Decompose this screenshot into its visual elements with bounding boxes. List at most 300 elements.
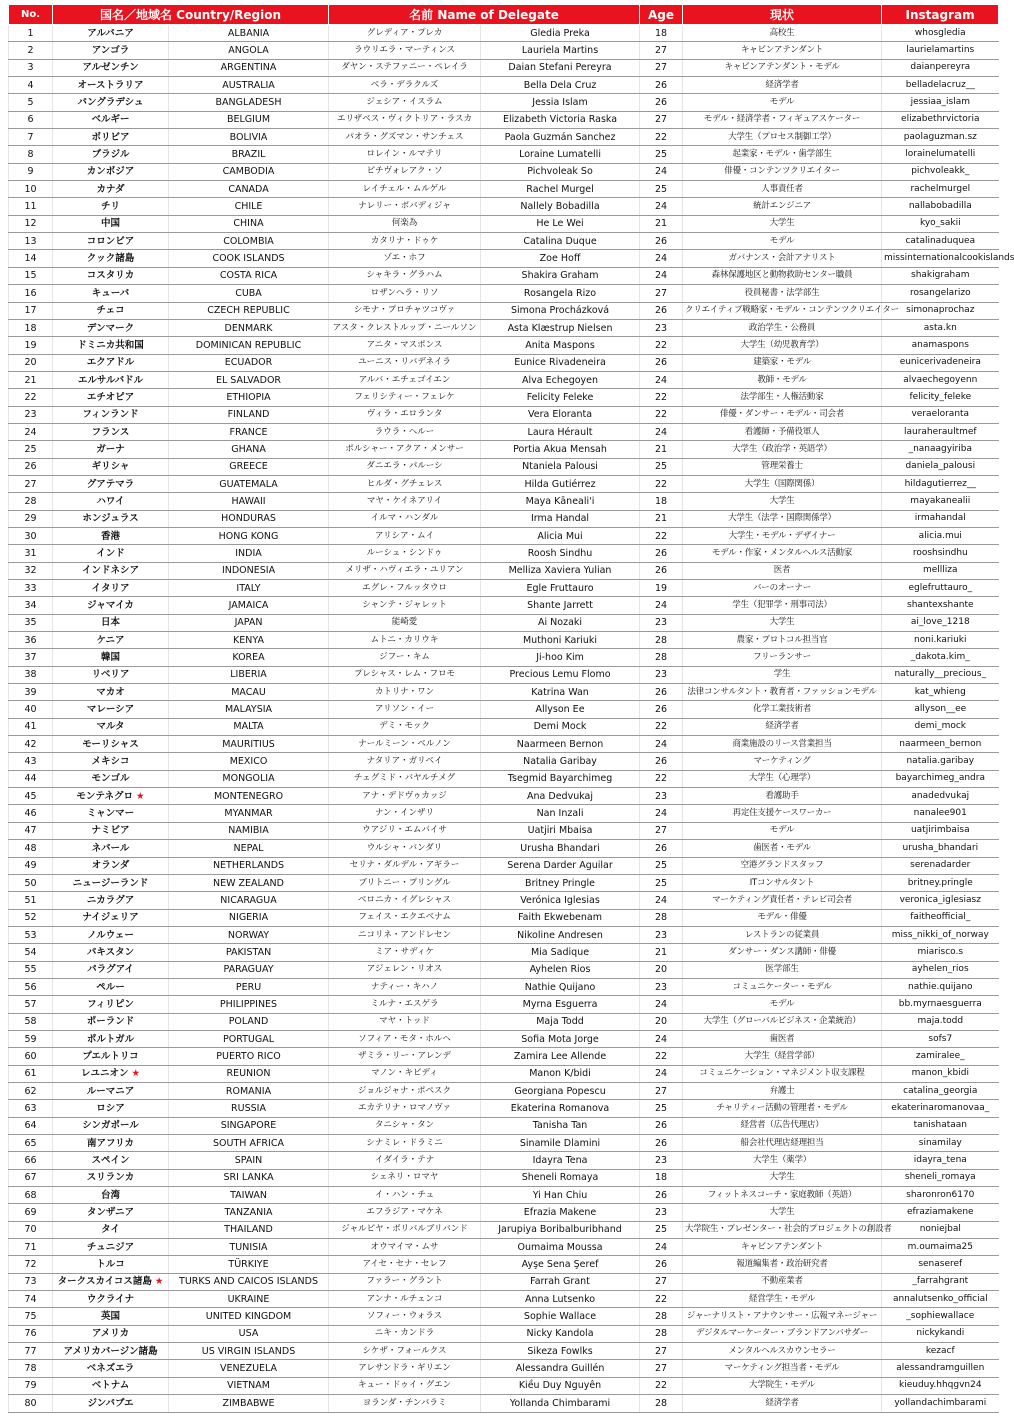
delegate-name: Alessandra Guillén [481, 1360, 640, 1377]
country-jp-label: グアテマラ [86, 478, 135, 490]
row-number: 77 [9, 1343, 53, 1360]
occupation: 経済学者 [683, 1395, 882, 1412]
occupation: 学生（犯罪学・刑事司法） [683, 597, 882, 614]
instagram-handle: idayra_tena [882, 1152, 999, 1169]
country-jp [53, 753, 169, 770]
instagram-handle: hildagutierrez__ [882, 475, 999, 492]
table-row [9, 441, 999, 458]
instagram-handle: faitheofficial_ [882, 909, 999, 926]
country-en: POLAND [169, 1013, 329, 1030]
instagram-handle: _dakota.kim_ [882, 649, 999, 666]
row-number: 22 [9, 389, 53, 406]
age: 21 [640, 944, 683, 961]
age: 26 [640, 753, 683, 770]
table-row [9, 354, 999, 371]
country-jp [53, 42, 169, 59]
occupation: クリエイティブ戦略家・モデル・コンテンツクリエイター [683, 302, 882, 319]
delegate-name: Elizabeth Victoria Raska [481, 111, 640, 128]
row-number: 57 [9, 996, 53, 1013]
age: 25 [640, 181, 683, 198]
row-number: 10 [9, 181, 53, 198]
country-jp-label: 英国 [100, 1311, 120, 1323]
header-country: 国名／地域名 Country/Region [53, 5, 329, 25]
instagram-handle: annalutsenko_official [882, 1291, 999, 1308]
instagram-handle: anadedvukaj [882, 788, 999, 805]
country-en: CHILE [169, 198, 329, 215]
country-jp [53, 788, 169, 805]
country-jp-label: ボリビア [91, 131, 130, 143]
row-number: 38 [9, 666, 53, 683]
instagram-handle: rooshsindhu [882, 545, 999, 562]
country-en: INDIA [169, 545, 329, 562]
instagram-handle: alicia.mui [882, 527, 999, 544]
country-jp [53, 822, 169, 839]
name-katakana: ナールミーン・ベルノン [329, 736, 481, 753]
age: 24 [640, 1239, 683, 1256]
row-number: 24 [9, 423, 53, 440]
table-row [9, 389, 999, 406]
age: 27 [640, 285, 683, 302]
delegate-name: Uatjiri Mbaisa [481, 822, 640, 839]
country-jp-label: 中国 [100, 218, 120, 230]
name-katakana: アルバ・エチェゴイエン [329, 371, 481, 388]
country-jp [53, 961, 169, 978]
instagram-handle: shakigraham [882, 267, 999, 284]
country-jp-label: マルタ [96, 721, 125, 733]
row-number: 7 [9, 129, 53, 146]
occupation: フリーランサー [683, 649, 882, 666]
name-katakana: ラウリエラ・マーティンス [329, 42, 481, 59]
delegate-name: Sinamile Dlamini [481, 1135, 640, 1152]
delegate-name: Nan Inzali [481, 805, 640, 822]
delegate-name: Catalina Duque [481, 233, 640, 250]
delegate-name: Faith Ekwebenam [481, 909, 640, 926]
table-row [9, 701, 999, 718]
country-en: BOLIVIA [169, 129, 329, 146]
table-row [9, 1169, 999, 1186]
instagram-handle: kat_whieng [882, 684, 999, 701]
instagram-handle: _nanaagyiriba [882, 441, 999, 458]
country-jp-label: アルゼンチン [82, 62, 139, 74]
instagram-handle: lorainelumatelli [882, 146, 999, 163]
instagram-handle: naarmeen_bernon [882, 736, 999, 753]
country-jp-label: ニュージーランド [72, 877, 149, 889]
name-katakana: ジフー・キム [329, 649, 481, 666]
instagram-handle: nathie.quijano [882, 978, 999, 995]
age: 24 [640, 267, 683, 284]
age: 28 [640, 1308, 683, 1325]
age: 22 [640, 1048, 683, 1065]
name-katakana: アレサンドラ・ギリエン [329, 1360, 481, 1377]
delegate-name: Hilda Gutiérrez [481, 475, 640, 492]
table-row [9, 1135, 999, 1152]
country-en: BELGIUM [169, 111, 329, 128]
name-katakana: イルマ・ハンダル [329, 510, 481, 527]
table-row [9, 1239, 999, 1256]
country-en: COOK ISLANDS [169, 250, 329, 267]
country-jp-label: ノルウェー [87, 929, 134, 941]
country-jp [53, 493, 169, 510]
age: 24 [640, 163, 683, 180]
country-jp [53, 718, 169, 735]
row-number: 68 [9, 1187, 53, 1204]
row-number: 56 [9, 978, 53, 995]
table-row [9, 1343, 999, 1360]
age: 26 [640, 840, 683, 857]
occupation: 統計エンジニア [683, 198, 882, 215]
country-jp-label: ジンバブエ [87, 1397, 134, 1409]
country-en: ARGENTINA [169, 59, 329, 76]
instagram-handle: paolaguzman.sz [882, 129, 999, 146]
header-age: Age [640, 5, 683, 25]
instagram-handle: m.oumaima25 [882, 1239, 999, 1256]
country-jp [53, 285, 169, 302]
delegate-name: Serena Darder Aguilar [481, 857, 640, 874]
name-katakana: ナレリー・ボバディジャ [329, 198, 481, 215]
row-number: 78 [9, 1360, 53, 1377]
delegate-name: Sofia Mota Jorge [481, 1030, 640, 1047]
delegate-name: Shakira Graham [481, 267, 640, 284]
instagram-handle: pichvoleakk_ [882, 163, 999, 180]
instagram-handle: zamiralee_ [882, 1048, 999, 1065]
occupation: 経済学者 [683, 77, 882, 94]
delegate-name: Demi Mock [481, 718, 640, 735]
occupation: 大学生 [683, 614, 882, 631]
table-row [9, 129, 999, 146]
delegate-name: Sikeza Fowlks [481, 1343, 640, 1360]
name-katakana: シャキラ・グラハム [329, 267, 481, 284]
age: 27 [640, 1273, 683, 1290]
table-header [9, 5, 999, 25]
delegate-name: Tsegmid Bayarchimeg [481, 770, 640, 787]
instagram-handle: _farrahgrant [882, 1273, 999, 1290]
instagram-handle: veronica_iglesiasz [882, 892, 999, 909]
age: 26 [640, 701, 683, 718]
age: 22 [640, 770, 683, 787]
name-katakana: ミルナ・エスゲラ [329, 996, 481, 1013]
country-jp-label: スリランカ [86, 1172, 135, 1184]
name-katakana: イ・ハン・チュ [329, 1187, 481, 1204]
country-en: MEXICO [169, 753, 329, 770]
country-jp [53, 441, 169, 458]
country-jp-label: タンザニア [86, 1207, 135, 1219]
row-number: 25 [9, 441, 53, 458]
table-row [9, 1082, 999, 1099]
country-jp-label: アメリカバージン諸島 [63, 1345, 158, 1357]
name-katakana: アジェレン・リオス [329, 961, 481, 978]
country-en: RUSSIA [169, 1100, 329, 1117]
age: 27 [640, 1343, 683, 1360]
instagram-handle: maja.todd [882, 1013, 999, 1030]
country-en: NEPAL [169, 840, 329, 857]
country-jp [53, 1117, 169, 1134]
table-row [9, 285, 999, 302]
delegate-name: Roosh Sindhu [481, 545, 640, 562]
row-number: 11 [9, 198, 53, 215]
occupation: 政治学生・公務員 [683, 319, 882, 336]
country-jp [53, 1048, 169, 1065]
country-jp [53, 580, 169, 597]
country-en: VENEZUELA [169, 1360, 329, 1377]
country-jp-label: リベリア [91, 669, 130, 681]
country-en: NETHERLANDS [169, 857, 329, 874]
name-katakana: チェグミド・バヤルチメグ [329, 770, 481, 787]
country-jp [53, 510, 169, 527]
occupation: 大学院生・プレゼンター・社会的プロジェクトの創設者 [683, 1221, 882, 1238]
delegate-name: Nicky Kandola [481, 1325, 640, 1342]
country-en: PUERTO RICO [169, 1048, 329, 1065]
row-number: 16 [9, 285, 53, 302]
country-jp-label: ドミニカ共和国 [77, 339, 144, 351]
name-katakana: シケザ・フォールクス [329, 1343, 481, 1360]
table-row [9, 1048, 999, 1065]
occupation: 船会社代理店経理担当 [683, 1135, 882, 1152]
country-jp [53, 1204, 169, 1221]
country-jp-label: ジャマイカ [87, 600, 134, 612]
occupation: 俳優・ダンサー・モデル・司会者 [683, 406, 882, 423]
country-jp [53, 250, 169, 267]
delegate-name: Kiều Duy Nguyên [481, 1377, 640, 1394]
age: 21 [640, 215, 683, 232]
age: 27 [640, 1360, 683, 1377]
age: 24 [640, 250, 683, 267]
occupation: 医学部生 [683, 961, 882, 978]
delegate-name: Allyson Ee [481, 701, 640, 718]
row-number: 54 [9, 944, 53, 961]
occupation: 起業家・モデル・歯学部生 [683, 146, 882, 163]
age: 26 [640, 94, 683, 111]
row-number: 58 [9, 1013, 53, 1030]
delegate-name: Felicity Feleke [481, 389, 640, 406]
instagram-handle: daianpereyra [882, 59, 999, 76]
row-number: 31 [9, 545, 53, 562]
header-status: 現状 [683, 5, 882, 25]
delegate-name: Britney Pringle [481, 874, 640, 891]
delegate-name: Irma Handal [481, 510, 640, 527]
age: 23 [640, 319, 683, 336]
delegate-name: Ayhelen Rios [481, 961, 640, 978]
country-en: MALTA [169, 718, 329, 735]
delegate-name: Vera Eloranta [481, 406, 640, 423]
country-en: NORWAY [169, 926, 329, 943]
occupation: キャビンアテンダント [683, 42, 882, 59]
table-row [9, 406, 999, 423]
row-number: 27 [9, 475, 53, 492]
delegate-name: Idayra Tena [481, 1152, 640, 1169]
row-number: 40 [9, 701, 53, 718]
table-row [9, 944, 999, 961]
table-row [9, 926, 999, 943]
instagram-handle: efraziamakene [882, 1204, 999, 1221]
delegate-name: Nallely Bobadilla [481, 198, 640, 215]
country-jp [53, 25, 169, 42]
table-row [9, 1100, 999, 1117]
occupation: ガバナンス・会計アナリスト [683, 250, 882, 267]
name-katakana: ムトニ・カリウキ [329, 632, 481, 649]
star-icon: ★ [131, 1068, 141, 1080]
occupation: 大学生（国際関係） [683, 475, 882, 492]
country-en: EL SALVADOR [169, 371, 329, 388]
instagram-handle: bb.myrnaesguerra [882, 996, 999, 1013]
occupation: 看護師・予備役軍人 [683, 423, 882, 440]
country-en: PARAGUAY [169, 961, 329, 978]
row-number: 3 [9, 59, 53, 76]
table-row [9, 840, 999, 857]
instagram-handle: ekaterinaromanovaa_ [882, 1100, 999, 1117]
country-jp-label: バングラデシュ [77, 97, 144, 109]
delegate-name: Mia Sadique [481, 944, 640, 961]
delegate-name: Nikoline Andresen [481, 926, 640, 943]
instagram-handle: ayhelen_rios [882, 961, 999, 978]
instagram-handle: rosangelarizo [882, 285, 999, 302]
country-jp [53, 233, 169, 250]
name-katakana: ベロニカ・イグレシャス [329, 892, 481, 909]
country-jp [53, 129, 169, 146]
instagram-handle: eunicerivadeneira [882, 354, 999, 371]
delegate-sheet [8, 4, 1014, 1413]
row-number: 48 [9, 840, 53, 857]
country-jp-label: アンゴラ [91, 45, 130, 57]
country-jp-label: エクアドル [86, 357, 135, 369]
occupation: 看護助手 [683, 788, 882, 805]
table-row [9, 1291, 999, 1308]
country-en: NEW ZEALAND [169, 874, 329, 891]
row-number: 53 [9, 926, 53, 943]
country-jp-label: インドネシア [82, 565, 139, 577]
country-jp [53, 1377, 169, 1394]
delegate-name: Ayşe Sena Şeref [481, 1256, 640, 1273]
row-number: 52 [9, 909, 53, 926]
country-jp [53, 163, 169, 180]
instagram-handle: elizabethrvictoria [882, 111, 999, 128]
country-jp-label: コスタリカ [86, 270, 135, 282]
delegate-name: Asta Klæstrup Nielsen [481, 319, 640, 336]
country-jp [53, 1343, 169, 1360]
occupation: 商業施設のリース営業担当 [683, 736, 882, 753]
name-katakana: ピチヴォレアク・ソ [329, 163, 481, 180]
name-katakana: デミ・モック [329, 718, 481, 735]
table-row [9, 267, 999, 284]
country-jp [53, 909, 169, 926]
country-jp [53, 996, 169, 1013]
delegate-name: Ana Dedvukaj [481, 788, 640, 805]
age: 26 [640, 354, 683, 371]
occupation: 化学工業技術者 [683, 701, 882, 718]
instagram-handle: laurielamartins [882, 42, 999, 59]
age: 26 [640, 233, 683, 250]
delegate-name: Sophie Wallace [481, 1308, 640, 1325]
occupation: 不動産業者 [683, 1273, 882, 1290]
age: 23 [640, 1152, 683, 1169]
name-katakana: ウルシャ・バンダリ [329, 840, 481, 857]
occupation: メンタルヘルスカウンセラー [683, 1343, 882, 1360]
instagram-handle: kieuduy.hhqgvn24 [882, 1377, 999, 1394]
age: 19 [640, 580, 683, 597]
country-jp-label: レユニオン [80, 1068, 129, 1080]
table-row [9, 493, 999, 510]
table-row [9, 198, 999, 215]
instagram-handle: noniejbal [882, 1221, 999, 1238]
row-number: 39 [9, 684, 53, 701]
country-jp [53, 1135, 169, 1152]
instagram-handle: senaseref [882, 1256, 999, 1273]
name-katakana: ユーニス・リバデネイラ [329, 354, 481, 371]
delegate-name: He Le Wei [481, 215, 640, 232]
instagram-handle: felicity_feleke [882, 389, 999, 406]
age: 22 [640, 337, 683, 354]
country-en: TUNISIA [169, 1239, 329, 1256]
country-jp [53, 146, 169, 163]
occupation: 大学生（プロセス制御工学） [683, 129, 882, 146]
row-number: 28 [9, 493, 53, 510]
country-jp-label: 南アフリカ [86, 1137, 135, 1149]
age: 28 [640, 649, 683, 666]
name-katakana: ゾエ・ホフ [329, 250, 481, 267]
occupation: 歯医者 [683, 1030, 882, 1047]
occupation: デジタルマーケーター・ブランドアンバサダー [683, 1325, 882, 1342]
occupation: 高校生 [683, 25, 882, 42]
country-jp-label: ペルー [96, 981, 125, 993]
country-jp [53, 371, 169, 388]
delegate-name: Maya Kāneali'i [481, 493, 640, 510]
name-katakana: ロレイン・ルマテリ [329, 146, 481, 163]
country-jp-label: マカオ [96, 686, 125, 698]
country-jp [53, 1013, 169, 1030]
row-number: 2 [9, 42, 53, 59]
country-en: UNITED KINGDOM [169, 1308, 329, 1325]
row-number: 74 [9, 1291, 53, 1308]
name-katakana: 能崎愛 [329, 614, 481, 631]
row-number: 72 [9, 1256, 53, 1273]
table-row [9, 423, 999, 440]
country-en: SRI LANKA [169, 1169, 329, 1186]
table-row [9, 458, 999, 475]
country-jp [53, 1325, 169, 1342]
age: 25 [640, 874, 683, 891]
name-katakana: エリザベス・ヴィクトリア・ラスカ [329, 111, 481, 128]
country-en: PORTUGAL [169, 1030, 329, 1047]
instagram-handle: shantexshante [882, 597, 999, 614]
country-jp [53, 545, 169, 562]
instagram-handle: kezacf [882, 1343, 999, 1360]
row-number: 62 [9, 1082, 53, 1099]
instagram-handle: mellliza [882, 562, 999, 579]
row-number: 8 [9, 146, 53, 163]
row-number: 34 [9, 597, 53, 614]
table-row [9, 1065, 999, 1082]
age: 22 [640, 718, 683, 735]
header-name: 名前 Name of Delegate [329, 5, 640, 25]
row-number: 20 [9, 354, 53, 371]
age: 28 [640, 1325, 683, 1342]
delegate-name: Rosangela Rizo [481, 285, 640, 302]
country-jp [53, 1030, 169, 1047]
age: 26 [640, 77, 683, 94]
age: 27 [640, 111, 683, 128]
country-jp [53, 181, 169, 198]
country-jp [53, 94, 169, 111]
occupation: モデル [683, 94, 882, 111]
country-jp [53, 1100, 169, 1117]
occupation: ジャーナリスト・アナウンサー・広報マネージャー [683, 1308, 882, 1325]
table-row [9, 545, 999, 562]
country-en: MALAYSIA [169, 701, 329, 718]
row-number: 50 [9, 874, 53, 891]
occupation: モデル・俳優 [683, 909, 882, 926]
country-jp [53, 597, 169, 614]
occupation: 大学生（経営学部） [683, 1048, 882, 1065]
row-number: 70 [9, 1221, 53, 1238]
